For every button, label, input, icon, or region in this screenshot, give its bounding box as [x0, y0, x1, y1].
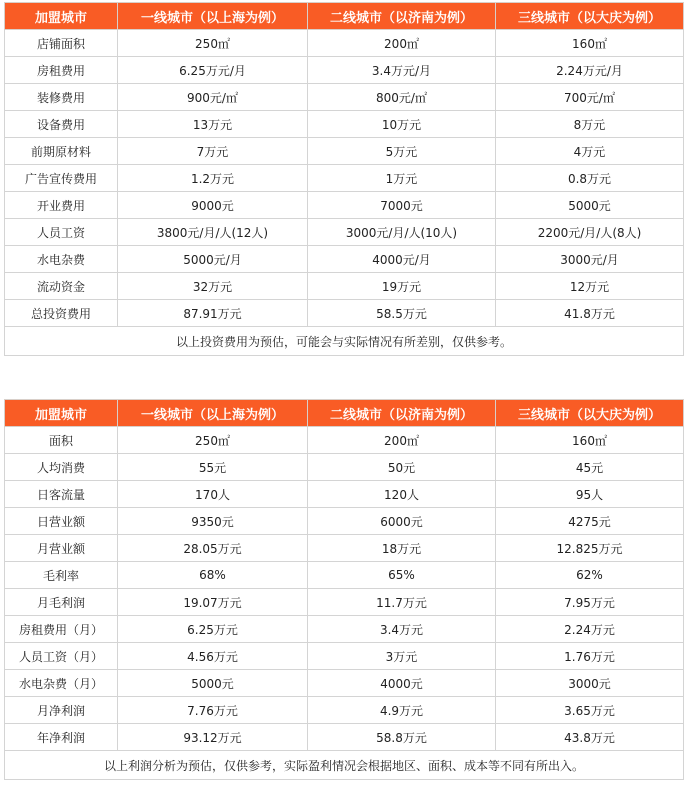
tier1-value: 28.05万元: [118, 535, 308, 562]
tier3-value: 160㎡: [496, 427, 684, 454]
profit-analysis-table: [4, 399, 684, 780]
row-label: 月毛利润: [5, 589, 118, 616]
table-note: 以上投资费用为预估，可能会与实际情况有所差别，仅供参考。: [5, 327, 684, 356]
tier3-value: 5000元: [496, 192, 684, 219]
tier1-value: 1.2万元: [118, 165, 308, 192]
tier3-value: 62%: [496, 562, 684, 589]
row-label: 开业费用: [5, 192, 118, 219]
tier3-value: 2200元/月/人(8人): [496, 219, 684, 246]
tier3-value: 1.76万元: [496, 643, 684, 670]
row-label: 店铺面积: [5, 30, 118, 57]
row-label: 前期原材料: [5, 138, 118, 165]
tier3-value: 45元: [496, 454, 684, 481]
tier1-value: 900元/㎡: [118, 84, 308, 111]
tier2-value: 7000元: [308, 192, 496, 219]
tier2-value: 4000元: [308, 670, 496, 697]
investment-cost-table: [4, 2, 684, 356]
tier1-value: 87.91万元: [118, 300, 308, 327]
tier3-value: 41.8万元: [496, 300, 684, 327]
table-note: 以上利润分析为预估，仅供参考，实际盈利情况会根据地区、面积、成本等不同有所出入。: [5, 751, 684, 780]
table-row: [5, 192, 684, 219]
table-row: [5, 165, 684, 192]
row-label: 设备费用: [5, 111, 118, 138]
tier1-value: 5000元: [118, 670, 308, 697]
tier3-value: 0.8万元: [496, 165, 684, 192]
tier1-value: 13万元: [118, 111, 308, 138]
row-label: 日营业额: [5, 508, 118, 535]
row-label: 广告宣传费用: [5, 165, 118, 192]
table-row: [5, 84, 684, 111]
table-row: [5, 300, 684, 327]
tier1-value: 7.76万元: [118, 697, 308, 724]
header-tier2: 二线城市（以济南为例）: [308, 400, 496, 427]
tier2-value: 800元/㎡: [308, 84, 496, 111]
table-row: [5, 535, 684, 562]
row-label: 月净利润: [5, 697, 118, 724]
table-row: [5, 724, 684, 751]
tier2-value: 120人: [308, 481, 496, 508]
header-tier1: 一线城市（以上海为例）: [118, 400, 308, 427]
tier2-value: 11.7万元: [308, 589, 496, 616]
row-label: 人员工资: [5, 219, 118, 246]
header-city: 加盟城市: [5, 400, 118, 427]
row-label: 流动资金: [5, 273, 118, 300]
tier2-value: 3.4万元/月: [308, 57, 496, 84]
row-label: 面积: [5, 427, 118, 454]
row-label: 水电杂费: [5, 246, 118, 273]
table-row: [5, 481, 684, 508]
tier2-value: 3万元: [308, 643, 496, 670]
tier3-value: 4275元: [496, 508, 684, 535]
tier1-value: 9000元: [118, 192, 308, 219]
header-city: 加盟城市: [5, 3, 118, 30]
table-row: [5, 616, 684, 643]
tier3-value: 8万元: [496, 111, 684, 138]
table-row: [5, 508, 684, 535]
note-row: [5, 327, 684, 356]
row-label: 日客流量: [5, 481, 118, 508]
tier1-value: 9350元: [118, 508, 308, 535]
tier3-value: 95人: [496, 481, 684, 508]
tier1-value: 7万元: [118, 138, 308, 165]
table-body: [5, 427, 684, 780]
row-label: 年净利润: [5, 724, 118, 751]
tier1-value: 55元: [118, 454, 308, 481]
tier1-value: 4.56万元: [118, 643, 308, 670]
tier3-value: 3000元: [496, 670, 684, 697]
tier2-value: 4000元/月: [308, 246, 496, 273]
tier3-value: 700元/㎡: [496, 84, 684, 111]
table-row: [5, 273, 684, 300]
tier1-value: 250㎡: [118, 427, 308, 454]
tier3-value: 160㎡: [496, 30, 684, 57]
tier3-value: 2.24万元: [496, 616, 684, 643]
tier1-value: 170人: [118, 481, 308, 508]
tier1-value: 6.25万元/月: [118, 57, 308, 84]
tier1-value: 93.12万元: [118, 724, 308, 751]
table-row: [5, 427, 684, 454]
tier2-value: 58.8万元: [308, 724, 496, 751]
tier3-value: 7.95万元: [496, 589, 684, 616]
table-row: [5, 643, 684, 670]
header-row: [5, 400, 684, 427]
tier1-value: 250㎡: [118, 30, 308, 57]
row-label: 总投资费用: [5, 300, 118, 327]
tier2-value: 200㎡: [308, 427, 496, 454]
table-row: [5, 454, 684, 481]
tier2-value: 18万元: [308, 535, 496, 562]
table-row: [5, 562, 684, 589]
tier2-value: 10万元: [308, 111, 496, 138]
row-label: 人均消费: [5, 454, 118, 481]
row-label: 人员工资（月）: [5, 643, 118, 670]
tier3-value: 3.65万元: [496, 697, 684, 724]
tier1-value: 32万元: [118, 273, 308, 300]
table-body: [5, 30, 684, 356]
row-label: 房租费用（月）: [5, 616, 118, 643]
header-tier3: 三线城市（以大庆为例）: [496, 3, 684, 30]
row-label: 水电杂费（月）: [5, 670, 118, 697]
table-row: [5, 219, 684, 246]
tier2-value: 6000元: [308, 508, 496, 535]
tier2-value: 1万元: [308, 165, 496, 192]
tier2-value: 58.5万元: [308, 300, 496, 327]
tier2-value: 3000元/月/人(10人): [308, 219, 496, 246]
tier3-value: 2.24万元/月: [496, 57, 684, 84]
table-row: [5, 670, 684, 697]
tier3-value: 4万元: [496, 138, 684, 165]
table-row: [5, 697, 684, 724]
header-tier2: 二线城市（以济南为例）: [308, 3, 496, 30]
table-row: [5, 589, 684, 616]
table-row: [5, 111, 684, 138]
tier1-value: 3800元/月/人(12人): [118, 219, 308, 246]
table-row: [5, 30, 684, 57]
tier2-value: 19万元: [308, 273, 496, 300]
tier2-value: 3.4万元: [308, 616, 496, 643]
tier3-value: 3000元/月: [496, 246, 684, 273]
note-row: [5, 751, 684, 780]
table-row: [5, 138, 684, 165]
row-label: 房租费用: [5, 57, 118, 84]
table-header: [5, 400, 684, 427]
row-label: 毛利率: [5, 562, 118, 589]
tier2-value: 65%: [308, 562, 496, 589]
header-row: [5, 3, 684, 30]
row-label: 月营业额: [5, 535, 118, 562]
tier1-value: 5000元/月: [118, 246, 308, 273]
table-row: [5, 57, 684, 84]
header-tier1: 一线城市（以上海为例）: [118, 3, 308, 30]
tier2-value: 4.9万元: [308, 697, 496, 724]
header-tier3: 三线城市（以大庆为例）: [496, 400, 684, 427]
row-label: 装修费用: [5, 84, 118, 111]
tier1-value: 6.25万元: [118, 616, 308, 643]
tier1-value: 68%: [118, 562, 308, 589]
tier2-value: 50元: [308, 454, 496, 481]
tier1-value: 19.07万元: [118, 589, 308, 616]
tier2-value: 200㎡: [308, 30, 496, 57]
tier3-value: 12.825万元: [496, 535, 684, 562]
tier2-value: 5万元: [308, 138, 496, 165]
table-header: [5, 3, 684, 30]
tier3-value: 12万元: [496, 273, 684, 300]
table-row: [5, 246, 684, 273]
tier3-value: 43.8万元: [496, 724, 684, 751]
